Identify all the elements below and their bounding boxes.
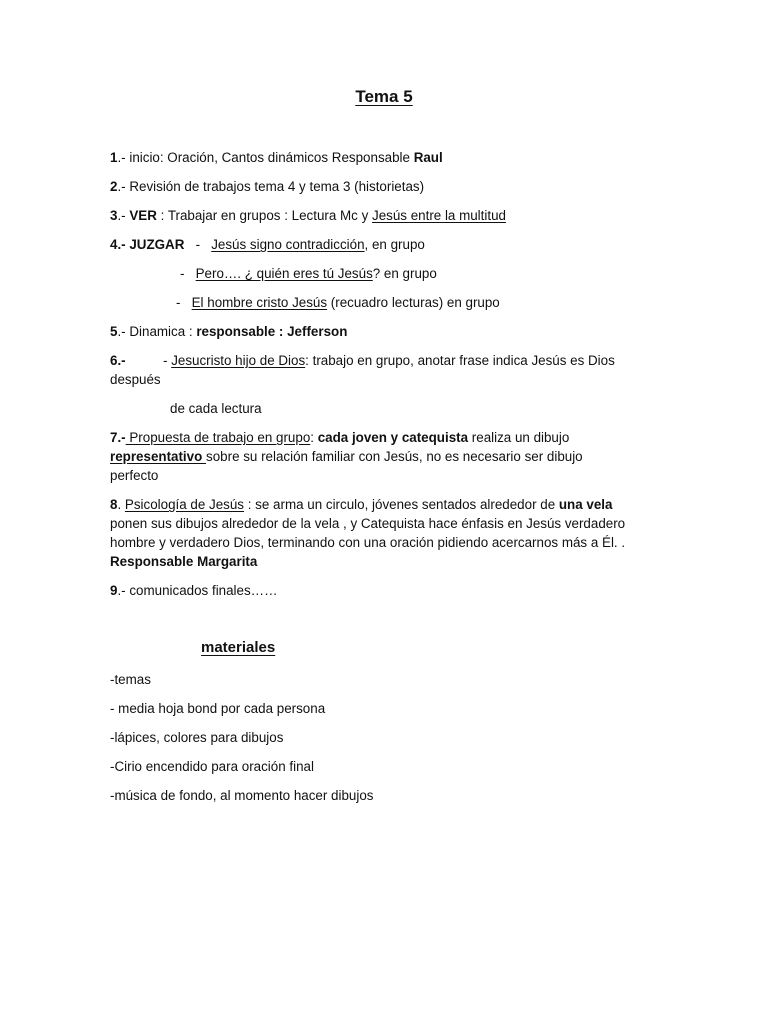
- item-text: después: [110, 372, 161, 387]
- item-text: ? en grupo: [372, 266, 437, 281]
- item-text: .: [117, 497, 125, 512]
- item-4-sub-2: [176, 293, 500, 312]
- reading-title: El hombre cristo Jesús: [191, 295, 328, 310]
- item-number: 6.-: [110, 353, 126, 368]
- item-text: .- Revisión de trabajos tema 4 y tema 3 (historietas): [117, 179, 425, 194]
- reading-title: Jesús entre la multitud: [372, 208, 506, 223]
- materials-item: -música de fondo, al momento hacer dibujos: [110, 788, 374, 803]
- item-text: perfecto: [110, 468, 159, 483]
- item-text: sobre su relación familiar con Jesús, no es necesario ser dibujo: [206, 449, 583, 464]
- item-8-continued: [110, 514, 625, 533]
- item-4-sub-1: [180, 264, 437, 283]
- responsible-name: Raul: [413, 150, 443, 165]
- reading-title: Pero…. ¿ quién eres tú Jesús: [195, 266, 373, 281]
- item-number: 2: [110, 179, 118, 194]
- item-text: .-: [117, 208, 130, 223]
- materials-item: -lápices, colores para dibujos: [110, 730, 284, 745]
- item-text: ponen sus dibujos alrededor de la vela , y Catequista hace énfasis en Jesús verdadero: [110, 516, 626, 531]
- item-text: (recuadro lecturas) en grupo: [327, 295, 500, 310]
- materials-heading: materiales: [201, 639, 276, 656]
- item-1: [110, 148, 443, 167]
- item-8-continued-2: [110, 533, 625, 552]
- bullet: -: [163, 353, 172, 368]
- item-number: 1: [110, 150, 118, 165]
- reading-title: Jesús signo contradicción: [211, 237, 365, 252]
- item-text: : trabajo en grupo, anotar frase indica Jesús es Dios: [305, 353, 615, 368]
- responsible-name: Responsable Margarita: [110, 554, 258, 569]
- item-2: [110, 177, 424, 196]
- materials-item: -Cirio encendido para oración final: [110, 759, 314, 774]
- item-number: 3: [110, 208, 118, 223]
- item-text: .- comunicados finales……: [117, 583, 278, 598]
- item-4: [110, 235, 425, 254]
- activity-title: Psicología de Jesús: [124, 497, 245, 512]
- item-7-continued: [110, 447, 583, 466]
- item-9: [110, 581, 277, 600]
- item-7-continued-2: [110, 466, 158, 485]
- bullet: -: [180, 266, 196, 281]
- item-keyword: representativo: [110, 449, 207, 464]
- item-6-text: [163, 351, 615, 370]
- item-keyword: cada joven y catequista: [317, 430, 469, 445]
- bullet: -: [176, 295, 192, 310]
- materials-item: - media hoja bond por cada persona: [110, 701, 326, 716]
- item-number: 5: [110, 324, 118, 339]
- activity-title: Propuesta de trabajo en grupo: [125, 430, 311, 445]
- item-text: , en grupo: [364, 237, 425, 252]
- item-5: [110, 322, 347, 341]
- reading-title: Jesucristo hijo de Dios: [171, 353, 306, 368]
- page-title: Tema 5: [355, 87, 413, 106]
- item-number: 7.-: [110, 430, 126, 445]
- materials-item: -temas: [110, 672, 151, 687]
- item-text: -: [184, 237, 212, 252]
- item-3: [110, 206, 506, 225]
- item-text: realiza un dibujo: [468, 430, 570, 445]
- item-text: :: [310, 430, 318, 445]
- item-7: [110, 428, 569, 447]
- responsible-name: responsable : Jefferson: [196, 324, 348, 339]
- item-keyword: una vela: [558, 497, 613, 512]
- item-text: : Trabajar en grupos : Lectura Mc y: [156, 208, 372, 223]
- item-number: 9: [110, 583, 118, 598]
- item-text: .- inicio: Oración, Cantos dinámicos Responsable: [117, 150, 414, 165]
- item-keyword: VER: [129, 208, 157, 223]
- item-8-continued-3: [110, 552, 257, 571]
- item-8: [110, 495, 612, 514]
- item-number: 8: [110, 497, 118, 512]
- item-6-continued-2: [170, 399, 262, 418]
- item-6: [110, 351, 126, 370]
- item-text: hombre y verdadero Dios, terminando con una oración pidiendo acercarnos más a Él. .: [110, 535, 626, 550]
- item-text: .- Dinamica :: [117, 324, 197, 339]
- item-number: 4.- JUZGAR: [110, 237, 185, 252]
- item-text: de cada lectura: [170, 401, 262, 416]
- item-text: : se arma un circulo, jóvenes sentados alrededor de: [244, 497, 559, 512]
- item-6-continued: [110, 370, 161, 389]
